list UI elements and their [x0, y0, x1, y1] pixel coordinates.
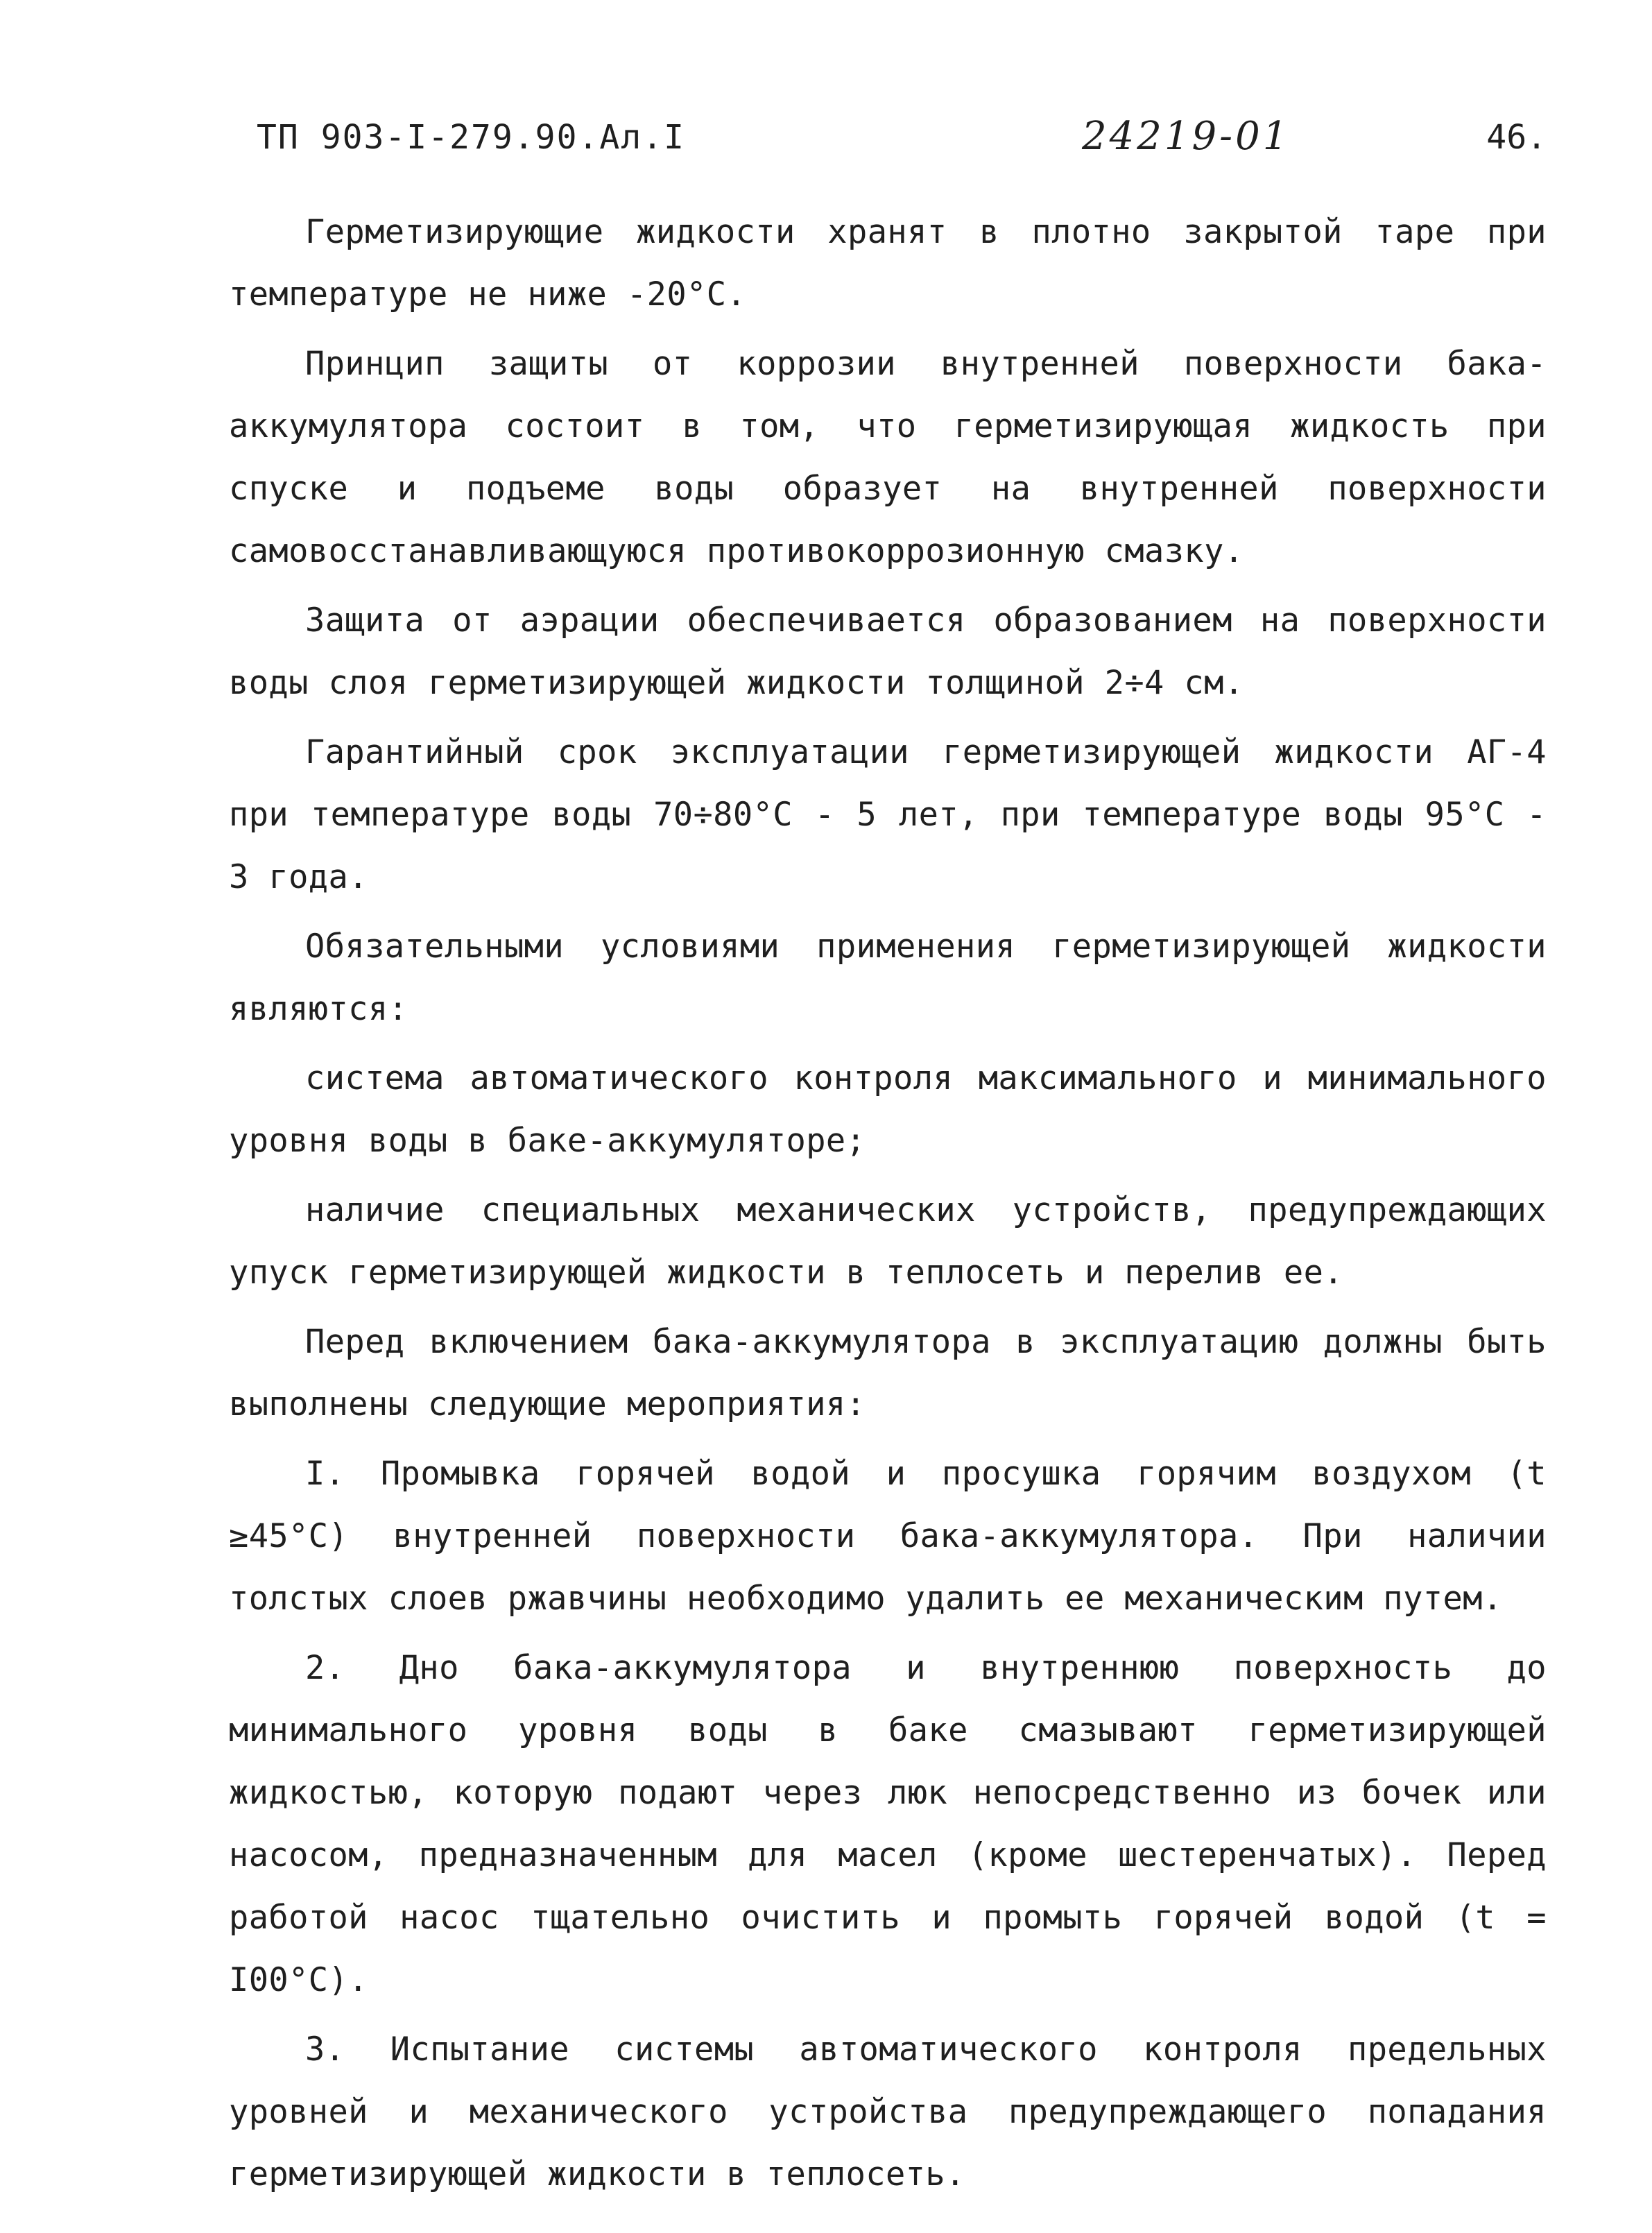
measure-item-1: I. Промывка горячей водой и просушка горячим воздухом (t ≥45°С) внутренней поверхности бака-аккумулятора. При наличии толстых слоев ржавчины необходимо удалить ее механическим путем. — [229, 1455, 1547, 1618]
paragraph-measures-intro: Перед включением бака-аккумулятора в эксплуатацию должны быть выполнены следующие мероприятия: — [229, 1323, 1547, 1423]
condition-item-control-system: система автоматического контроля максимального и минимального уровня воды в баке-аккумуляторе; — [229, 1059, 1547, 1160]
inventory-number: 24219-01 — [1082, 114, 1291, 159]
paragraph-warranty: Гарантийный срок эксплуатации герметизирующей жидкости АГ-4 при температуре воды 70÷80°С - 5 лет, при температуре воды 95°С - 3 года. — [229, 733, 1547, 896]
paragraph-conditions: Обязательными условиями применения герметизирующей жидкости являются: — [229, 927, 1547, 1028]
measure-item-3: 3. Испытание системы автоматического контроля предельных уровней и механического устройства предупреждающего попадания герметизирующей жидкости в теплосеть. — [229, 2030, 1547, 2193]
measure-item-2: 2. Дно бака-аккумулятора и внутреннюю поверхность до минимального уровня воды в баке смазывают герметизирующей жидкостью, которую подают через люк непосредственно из бочек или насосом, предназначенным для масел (кроме шестеренчатых). Перед работой насос тщательно очистить и промыть горячей водой (t = I00°С). — [229, 1649, 1547, 1999]
page-header — [257, 114, 1547, 180]
paragraph-storage: Герметизирующие жидкости хранят в плотно закрытой таре при температуре не ниже -20°С. — [229, 213, 1547, 314]
condition-item-mechanical-devices: наличие специальных механических устройств, предупреждающих упуск герметизирующей жидкости в теплосеть и перелив ее. — [229, 1191, 1547, 1292]
page-number: 46. — [1486, 118, 1547, 157]
paragraph-aeration: Защита от аэрации обеспечивается образованием на поверхности воды слоя герметизирующей жидкости толщиной 2÷4 см. — [229, 601, 1547, 702]
document-code: ТП 903-I-279.90.Ал.I — [257, 118, 685, 157]
paragraph-protection-principle: Принцип защиты от коррозии внутренней поверхности бака-аккумулятора состоит в том, что герметизирующая жидкость при спуске и подъеме воды образует на внутренней поверхности самовосстанавливающуюся противокоррозионную смазку. — [229, 345, 1547, 570]
document-body — [229, 201, 1547, 2206]
